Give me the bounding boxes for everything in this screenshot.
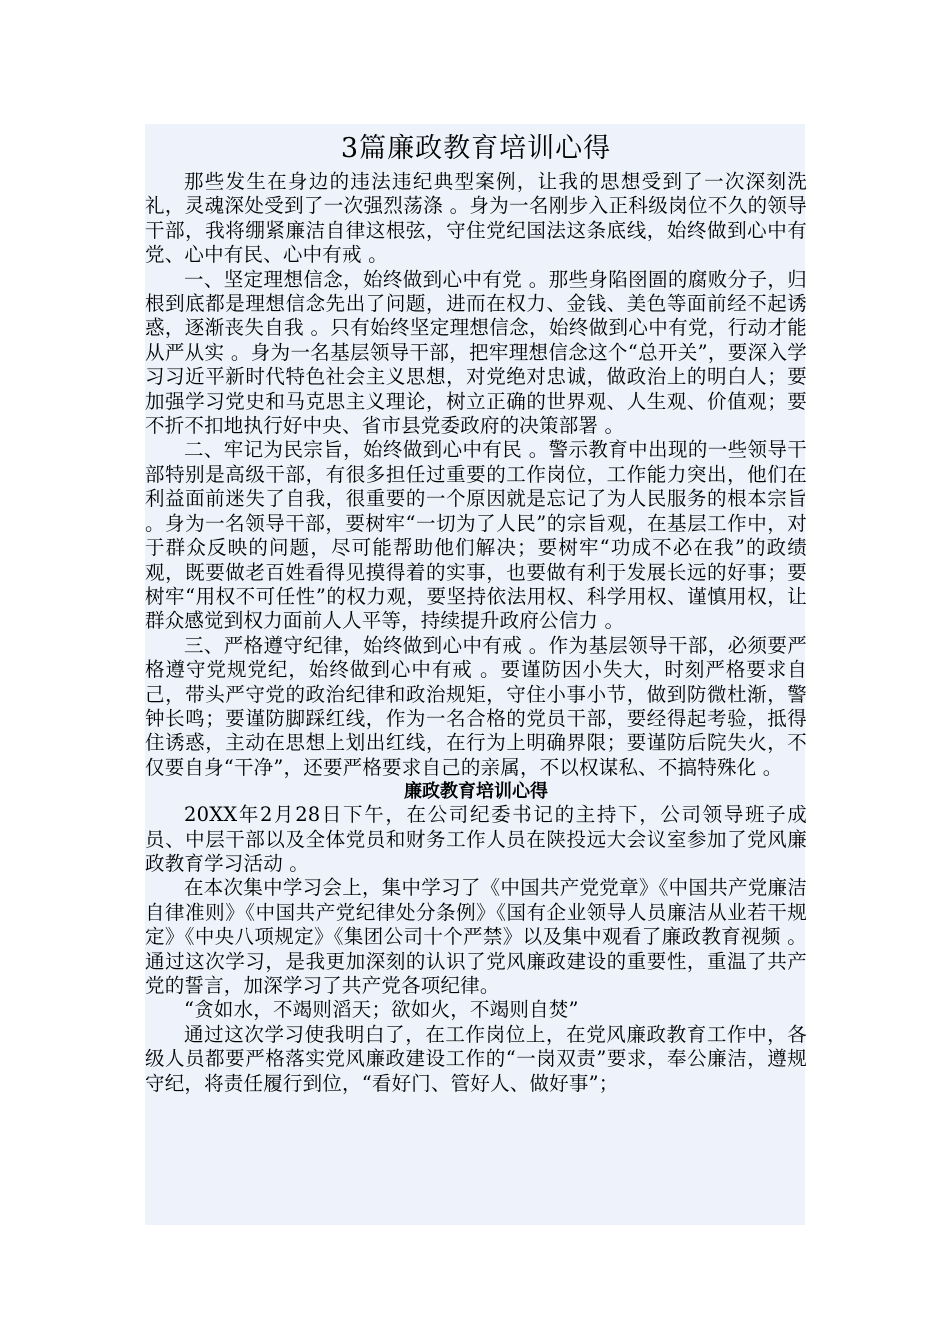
paragraph-study-content: 在本次集中学习会上，集中学习了《中国共产党党章》《中国共产党廉洁自律准则》《中国共产党纪律处分条例》《国有企业领导人员廉洁从业若干规定》《中央八项规定》《集团公司十个严禁》以及集中观看了廉政教育视频 。通过这次学习，是我更加深刻的认识了党风廉政建设的重要性，重温了共产党的誓言，加深学习了共产党各项纪律。 xyxy=(145,876,807,997)
paragraph-point-two: 二、牢记为民宗旨，始终做到心中有民 。警示教育中出现的一些领导干部特别是高级干部，有很多担任过重要的工作岗位，工作能力突出，他们在利益面前迷失了自我，很重要的一个原因就是忘记了为人民服务的根本宗旨 。身为一名领导干部，要树牢“一切为了人民”的宗旨观，在基层工作中，对于群众反映的问题，尽可能帮助他们解决；要树牢“功成不必在我”的政绩观，既要做老百姓看得见摸得着的实事，也要做有利于发展长远的好事；要树牢“用权不可任性”的权力观，要坚持依法用权、科学用权、谨慎用权，让群众感觉到权力面前人人平等，持续提升政府公信力 。 xyxy=(145,438,807,633)
document-title: 3篇廉政教育培训心得 xyxy=(340,133,612,164)
paragraph-meeting-date: 20XX年2月28日下午，在公司纪委书记的主持下，公司领导班子成员、中层干部以及全体党员和财务工作人员在陕投远大会议室参加了党风廉政教育学习活动 。 xyxy=(145,803,807,875)
section-heading: 廉政教育培训心得 xyxy=(404,781,548,803)
paragraph-point-one: 一、坚定理想信念，始终做到心中有党 。那些身陷囹圄的腐败分子，归根到底都是理想信念先出了问题，进而在权力、金钱、美色等面前经不起诱惑，逐渐丧失自我 。只有始终坚定理想信念，始终做到心中有党，行动才能从严从实 。身为一名基层领导干部，把牢理想信念这个“总开关”，要深入学习习近平新时代特色社会主义思想，对党绝对忠诚，做政治上的明白人；要加强学习党史和马克思主义理论，树立正确的世界观、人生观、价值观；要不折不扣地执行好中央、省市县党委政府的决策部署 。 xyxy=(145,267,807,438)
paragraph-conclusion: 通过这次学习使我明白了，在工作岗位上，在党风廉政教育工作中，各级人员都要严格落实党风廉政建设工作的“一岗双责”要求，奉公廉洁，遵规守纪，将责任履行到位，“看好门、管好人、做好事”； xyxy=(145,1022,807,1095)
paragraph-point-three: 三、严格遵守纪律，始终做到心中有戒 。作为基层领导干部，必须要严格遵守党规党纪，始终做到心中有戒 。要谨防因小失大，时刻严格要求自己，带头严守党的政治纪律和政治规矩，守住小事小节，做到防微杜渐，警钟长鸣；要谨防脚踩红线，作为一名合格的党员干部，要经得起考验，抵得住诱惑，主动在思想上划出红线，在行为上明确界限；要谨防后院失火，不仅要自身“干净”，还要严格要求自己的亲属，不以权谋私、不搞特殊化 。 xyxy=(145,633,807,779)
paragraph-quote: “贪如水，不竭则滔天；欲如火，不竭则自焚” xyxy=(184,998,579,1022)
paragraph-intro: 那些发生在身边的违法违纪典型案例，让我的思想受到了一次深刻洗礼，灵魂深处受到了一次强烈荡涤 。身为一名刚步入正科级岗位不久的领导干部，我将绷紧廉洁自律这根弦，守住党纪国法这条底线，始终做到心中有党、心中有民、心中有戒 。 xyxy=(145,170,807,267)
document-body xyxy=(145,128,807,1096)
